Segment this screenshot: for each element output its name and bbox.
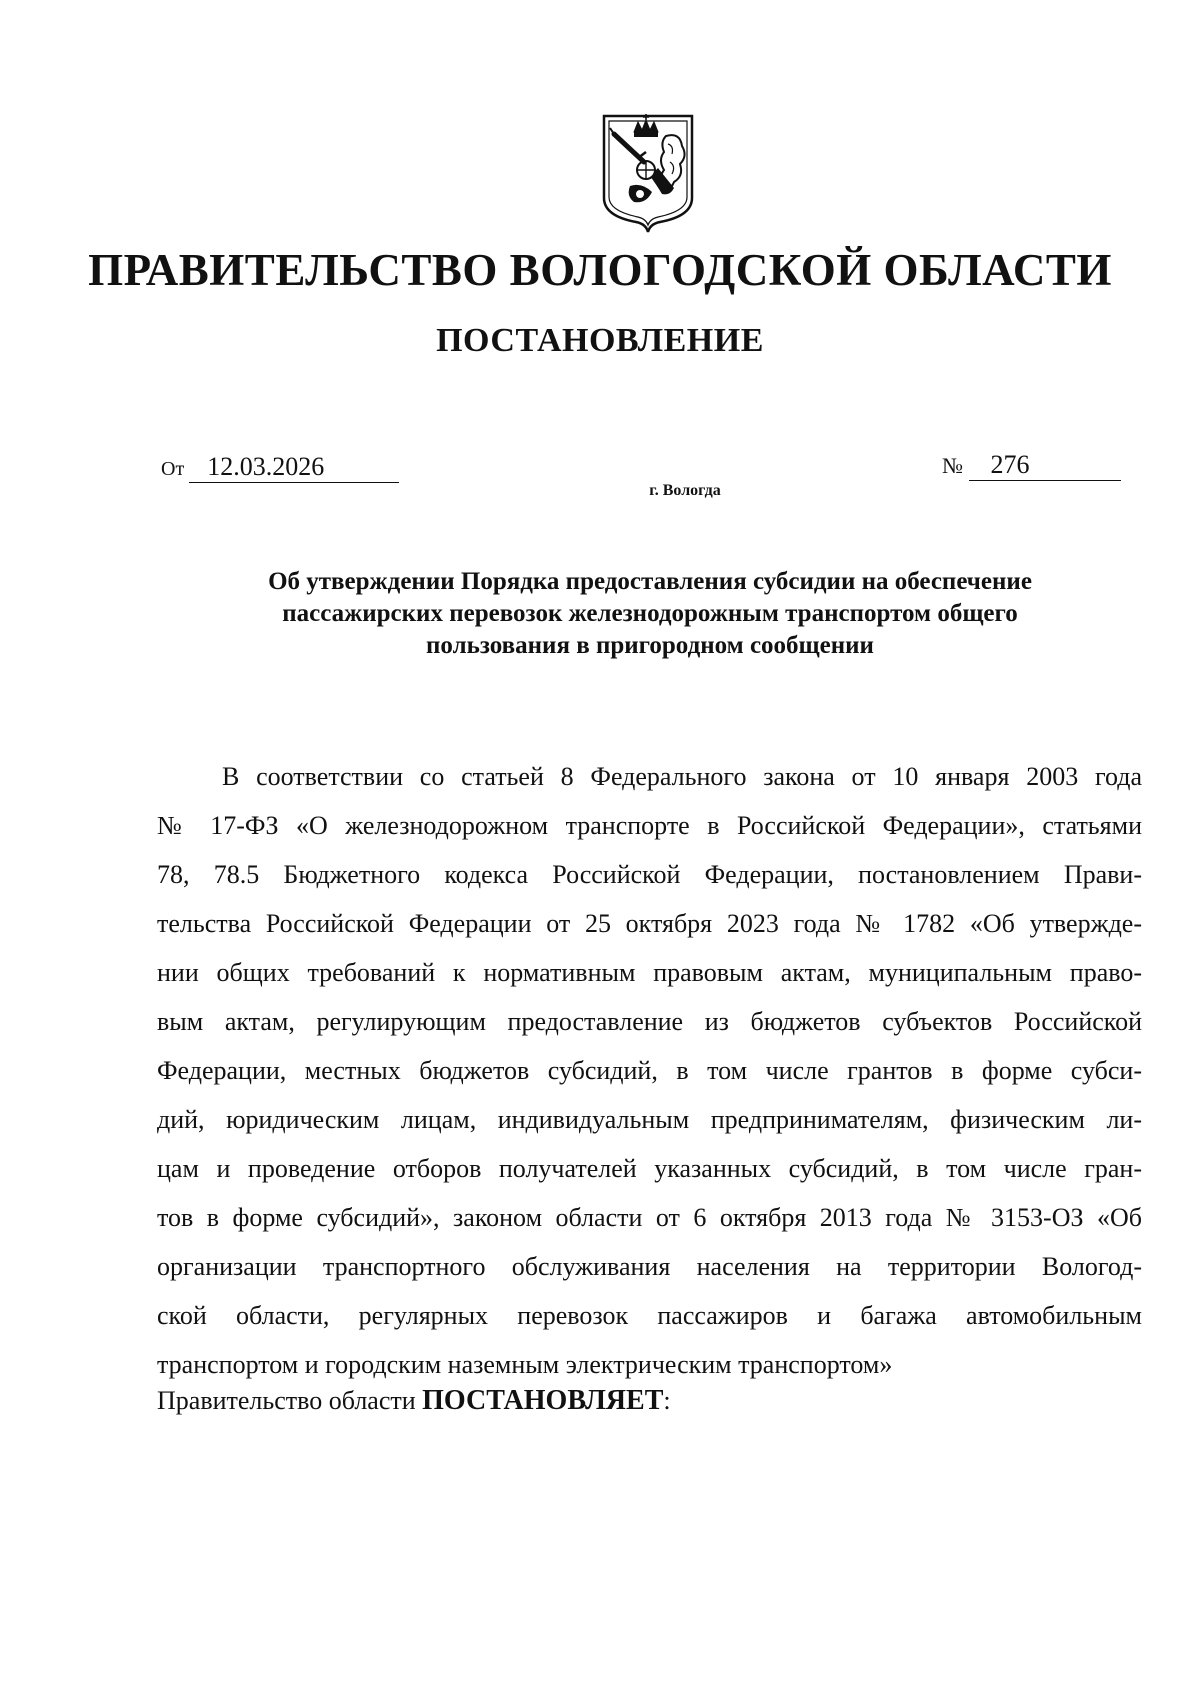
document-type-title: ПОСТАНОВЛЕНИЕ	[436, 322, 764, 359]
body-line: № 17-ФЗ «О железнодорожном транспорте в Российской Федерации», статьями	[157, 811, 1142, 840]
body-line: организации транспортного обслуживания населения на территории Вологод-	[157, 1252, 1142, 1281]
body-line: ской области, регулярных перевозок пассажиров и багажа автомобильным	[157, 1301, 1142, 1330]
organization-title: ПРАВИТЕЛЬСТВО ВОЛОГОДСКОЙ ОБЛАСТИ	[88, 245, 1112, 295]
coat-of-arms-icon	[600, 112, 696, 234]
body-line: транспортом и городским наземным электрическим транспортом»	[157, 1350, 893, 1379]
document-number-field	[942, 450, 1121, 481]
date-prefix: От	[161, 458, 190, 480]
city-label: г. Вологда	[649, 482, 721, 499]
body-line: Федерации, местных бюджетов субсидий, в том числе грантов в форме субси-	[157, 1056, 1142, 1085]
document-subject	[160, 566, 1140, 662]
subject-line: Об утверждении Порядка предоставления субсидии на обеспечение	[268, 568, 1032, 595]
subject-line: пассажирских перевозок железнодорожным транспортом общего	[282, 600, 1018, 627]
resolution-prefix: Правительство области	[157, 1386, 423, 1415]
body-line: дий, юридическим лицам, индивидуальным предпринимателям, физическим ли-	[157, 1105, 1142, 1134]
body-line: вым актам, регулирующим предоставление из бюджетов субъектов Российской	[157, 1007, 1142, 1036]
body-line: В соответствии со статьей 8 Федерального закона от 10 января 2003 года	[222, 762, 1142, 791]
subject-line: пользования в пригородном сообщении	[426, 632, 874, 659]
body-line: цам и проведение отборов получателей указанных субсидий, в том числе гран-	[157, 1154, 1142, 1183]
preamble-paragraph	[157, 752, 1142, 1389]
resolution-verb: ПОСТАНОВЛЯЕТ	[422, 1385, 664, 1416]
body-line: тельства Российской Федерации от 25 октября 2023 года № 1782 «Об утвержде-	[157, 909, 1142, 938]
document-number: 276	[969, 450, 1121, 481]
resolution-statement	[157, 1385, 671, 1417]
body-line: 78, 78.5 Бюджетного кодекса Российской Федерации, постановлением Прави-	[157, 860, 1142, 889]
body-line: тов в форме субсидий», законом области от 6 октября 2013 года № 3153-ОЗ «Об	[157, 1203, 1142, 1232]
number-prefix: №	[942, 453, 969, 478]
resolution-suffix: :	[663, 1386, 671, 1415]
document-date: 12.03.2026	[189, 452, 399, 483]
body-line: нии общих требований к нормативным правовым актам, муниципальным право-	[157, 958, 1142, 987]
document-date-field	[161, 452, 399, 483]
